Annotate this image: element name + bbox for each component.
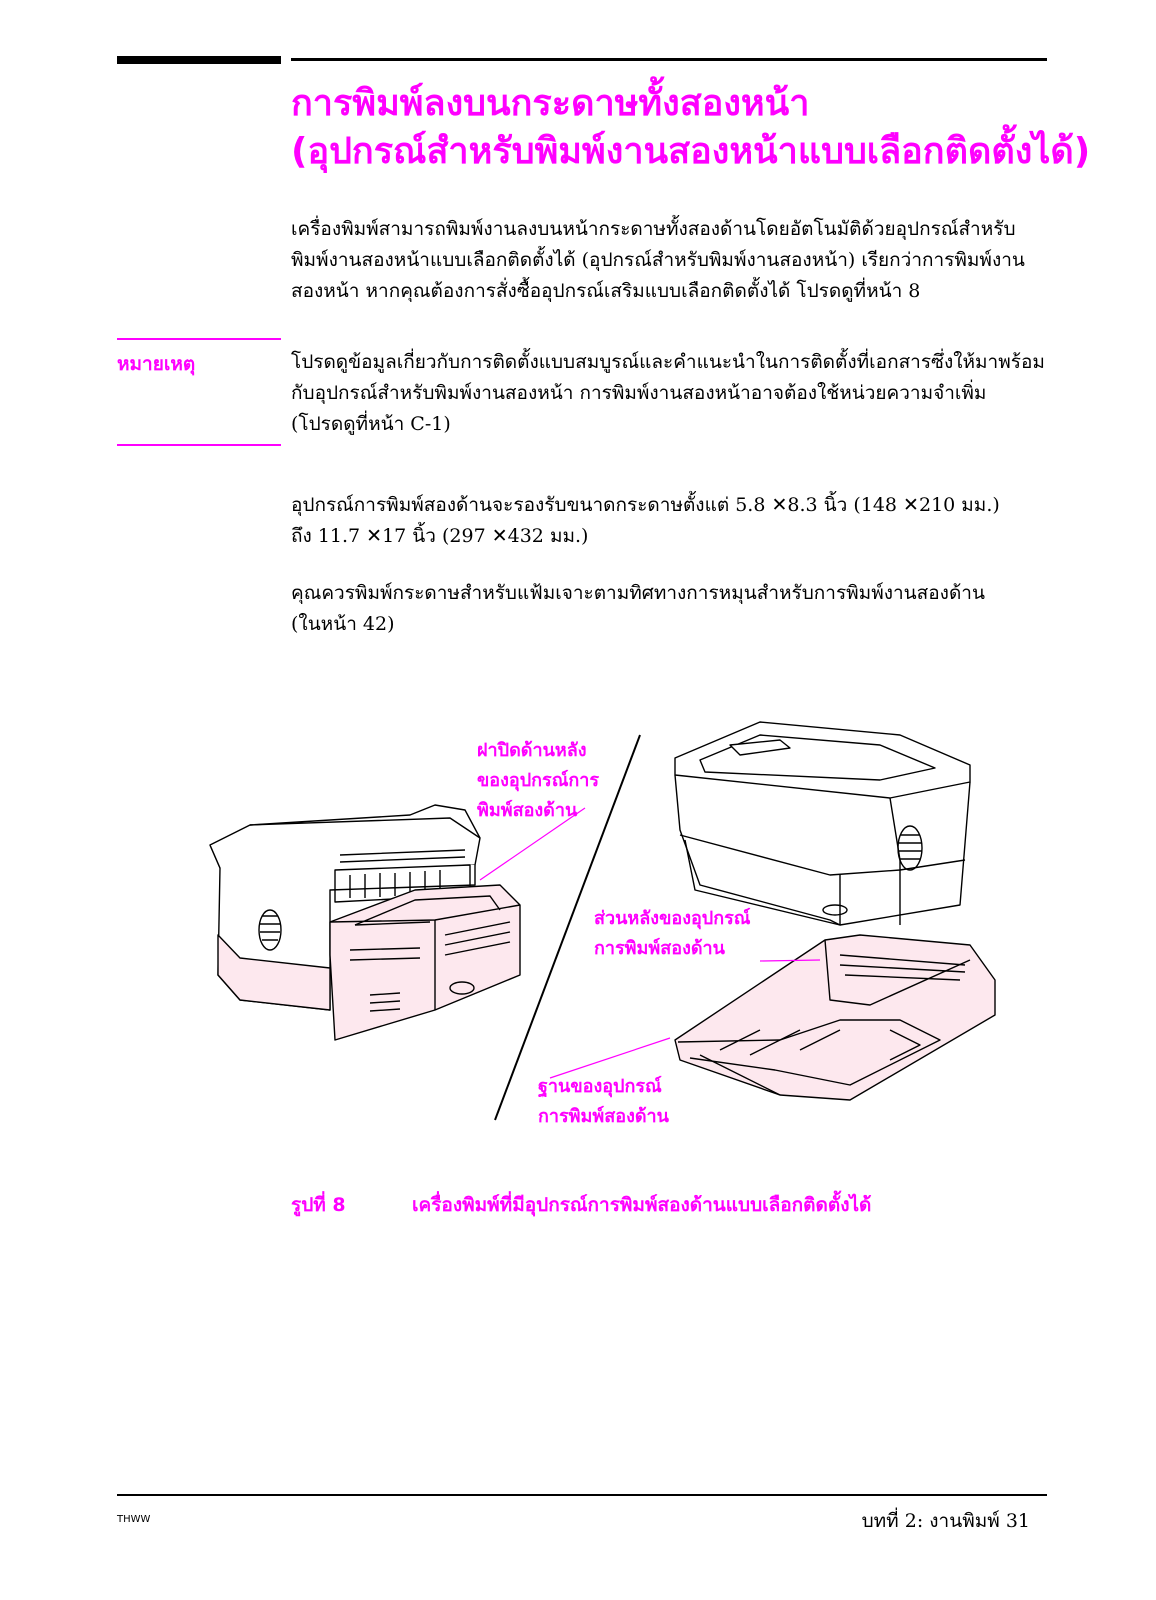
note-line: กับอุปกรณ์สำหรับพิมพ์งานสองหน้า การพิมพ์งานสองหน้าอาจต้องใช้หน่วยความจำเพิ่ม bbox=[291, 382, 987, 404]
note-line: (โปรดดูที่หน้า C-1) bbox=[291, 413, 451, 435]
intro-line: เครื่องพิมพ์สามารถพิมพ์งานลงบนหน้ากระดาษทั้งสองด้านโดยอัตโนมัติด้วยอุปกรณ์สำหรับ bbox=[291, 218, 1016, 240]
callout-rear-cover bbox=[477, 736, 599, 826]
note-label: หมายเหตุ bbox=[117, 353, 196, 375]
intro-line: สองหน้า หากคุณต้องการสั่งซื้ออุปกรณ์เสริมแบบเลือกติดตั้งได้ โปรดดูที่หน้า 8 bbox=[291, 280, 921, 302]
note-line: โปรดดูข้อมูลเกี่ยวกับการติดตั้งแบบสมบูรณ์และคำแนะนำในการติดตั้งที่เอกสารซึ่งให้มาพร้อม bbox=[291, 351, 1045, 373]
punched-paper-line: (ในหน้า 42) bbox=[291, 613, 395, 635]
callout-line: ของอุปกรณ์การ bbox=[477, 770, 600, 791]
intro-line: พิมพ์งานสองหน้าแบบเลือกติดตั้งได้ (อุปกรณ์สำหรับพิมพ์งานสองหน้า) เรียกว่าการพิมพ์งาน bbox=[291, 249, 1025, 271]
paper-sizes-line: ถึง 11.7 ✕17 นิ้ว (297 ✕432 มม.) bbox=[291, 525, 589, 547]
note-rule-bottom bbox=[117, 444, 281, 446]
paper-sizes-line: อุปกรณ์การพิมพ์สองด้านจะรองรับขนาดกระดาษตั้งแต่ 5.8 ✕8.3 นิ้ว (148 ✕210 มม.) bbox=[291, 494, 1000, 516]
callout-duplexer-base bbox=[538, 1072, 669, 1132]
header-rule-left bbox=[117, 56, 281, 64]
footer-page-info: บทที่ 2: งานพิมพ์ 31 bbox=[861, 1510, 1030, 1532]
punched-paper-line: คุณควรพิมพ์กระดาษสำหรับแฟ้มเจาะตามทิศทางการหมุนสำหรับการพิมพ์งานสองด้าน bbox=[291, 582, 985, 604]
page-title bbox=[291, 80, 1091, 176]
page-title-line1: การพิมพ์ลงบนกระดาษทั้งสองหน้า bbox=[291, 83, 810, 124]
callout-line: ฝาปิดด้านหลัง bbox=[477, 740, 587, 761]
callout-line: การพิมพ์สองด้าน bbox=[594, 938, 725, 959]
page-title-line2: (อุปกรณ์สำหรับพิมพ์งานสองหน้าแบบเลือกติดตั้งได้) bbox=[291, 131, 1091, 172]
figure-caption-text: เครื่องพิมพ์ที่มีอุปกรณ์การพิมพ์สองด้านแบบเลือกติดตั้งได้ bbox=[412, 1194, 872, 1216]
paper-sizes-paragraph bbox=[291, 490, 1000, 552]
callout-line: ส่วนหลังของอุปกรณ์ bbox=[594, 908, 751, 929]
printer-with-duplexer bbox=[210, 805, 520, 1040]
header-rule-right bbox=[291, 58, 1047, 61]
callout-duplexer-rear bbox=[594, 904, 751, 964]
note-rule-top bbox=[117, 338, 281, 340]
footer-doc-code: THWW bbox=[117, 1514, 151, 1525]
note-text bbox=[291, 347, 1045, 440]
printer-front bbox=[675, 722, 970, 925]
callout-line: พิมพ์สองด้าน bbox=[477, 800, 578, 821]
intro-paragraph bbox=[291, 214, 1025, 307]
figure-caption-number: รูปที่ 8 bbox=[291, 1194, 346, 1216]
callout-line: การพิมพ์สองด้าน bbox=[538, 1106, 669, 1127]
footer-rule bbox=[117, 1494, 1047, 1496]
callout-line: ฐานของอุปกรณ์ bbox=[538, 1076, 662, 1097]
punched-paper-paragraph bbox=[291, 578, 985, 640]
